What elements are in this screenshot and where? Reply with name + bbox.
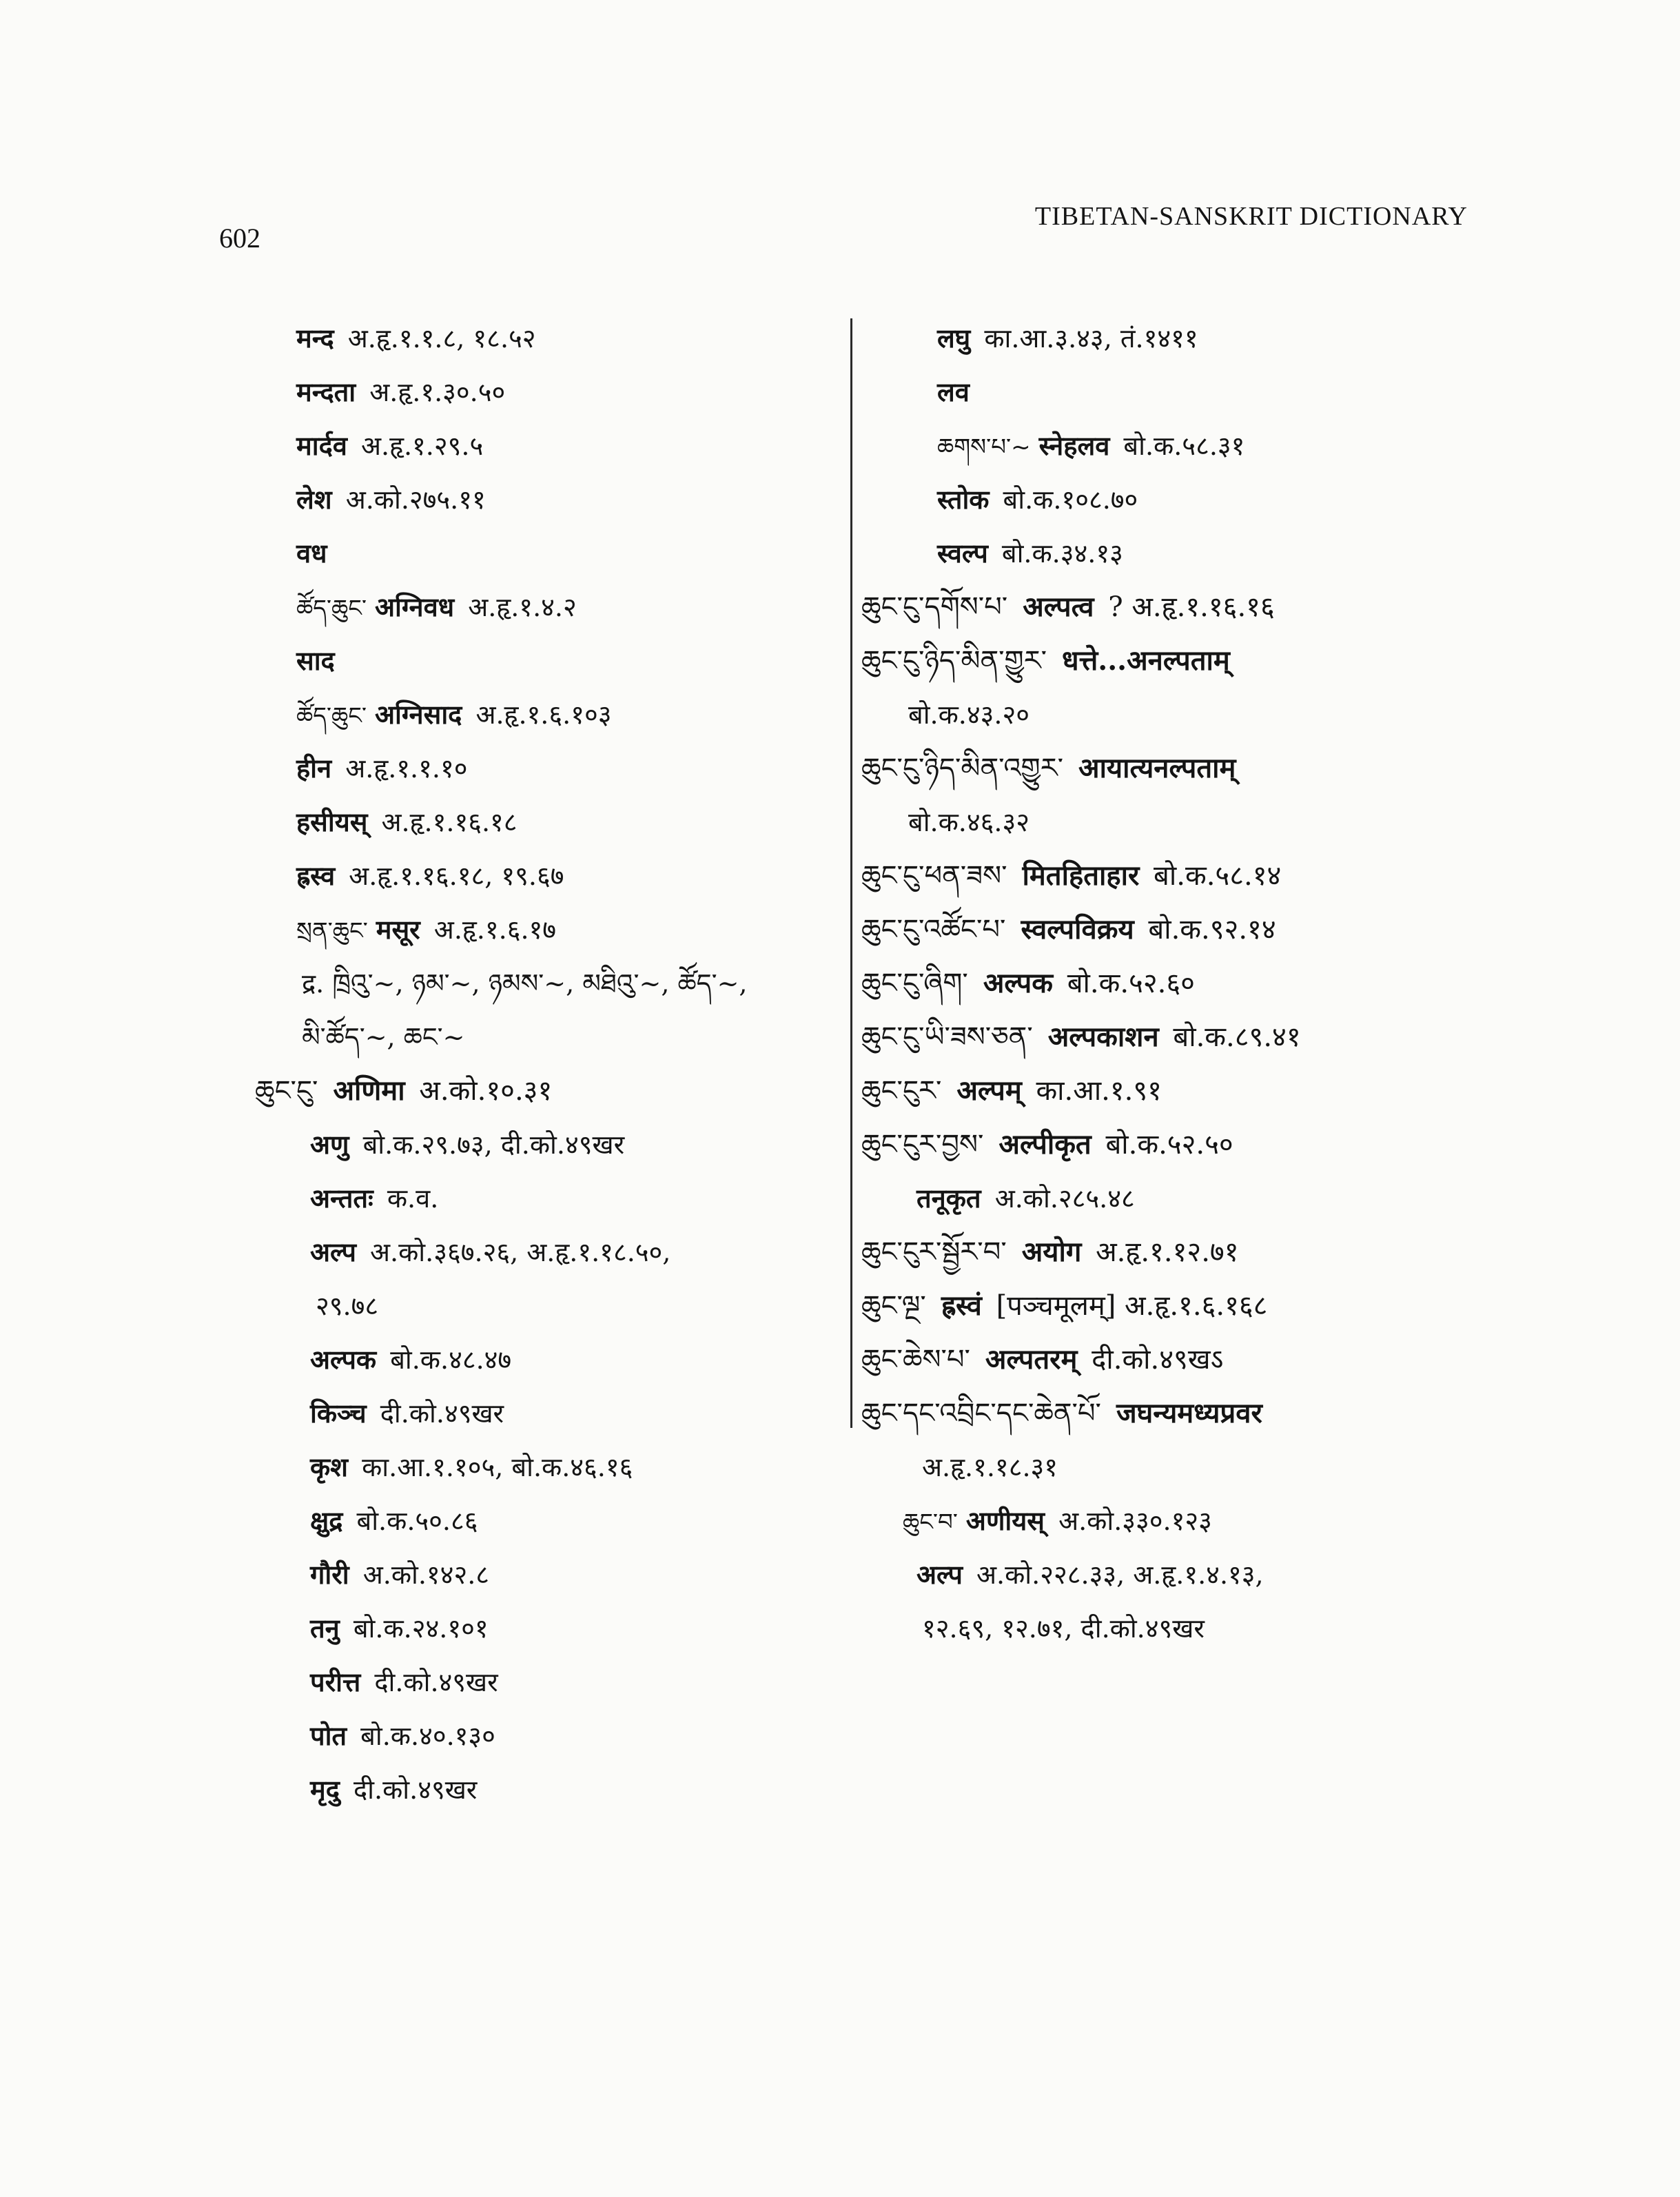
source-reference: बो.क.४०.१३० (352, 1721, 495, 1751)
dictionary-entry (861, 580, 1468, 634)
sanskrit-equivalent: अणिमा (333, 1074, 405, 1107)
dictionary-entry (861, 742, 1468, 795)
dictionary-entry (861, 1010, 1468, 1064)
sanskrit-equivalent: हीन (296, 753, 332, 784)
source-reference: अ.हृ.१.३०.५० (361, 377, 506, 407)
source-reference: बो.क.३४.१३ (993, 538, 1123, 569)
tibetan-headword: ཆུང་ངུ་ (255, 1075, 318, 1107)
sanskrit-equivalent: अल्पीकृत (998, 1128, 1092, 1161)
tibetan-headword: ཚོད་ཆུང་ (296, 702, 367, 730)
sanskrit-equivalent: जघन्यमध्यप्रवर (1116, 1397, 1262, 1429)
sanskrit-equivalent: अल्पक (310, 1344, 377, 1375)
source-reference: बो.क.४८.४७ (382, 1345, 512, 1375)
source-reference: अ.हृ.१.१६.१८, १९.६७ (340, 861, 564, 891)
dictionary-entry (255, 849, 848, 903)
source-reference: अ.को.१०.३१ (410, 1075, 553, 1107)
sanskrit-equivalent: परीत्त (310, 1666, 361, 1697)
dictionary-entry (861, 1333, 1468, 1387)
source-reference: अ.हृ.१.४.२ (460, 592, 577, 622)
source-reference: अ.को.३६७.२६, अ.हृ.१.१८.५०, (361, 1237, 671, 1267)
dictionary-entry (861, 419, 1468, 473)
tibetan-headword: ཆུང་ངུར་ (861, 1075, 942, 1107)
source-reference: बो.क.२९.७३, दी.को.४९खर (354, 1130, 625, 1160)
source-reference: ? अ.हृ.१.१६.१६ (1099, 591, 1275, 623)
source-reference: अ.को.२२८.३३, अ.हृ.१.४.१३, (967, 1560, 1264, 1590)
source-reference: बो.क.९२.१४ (1139, 914, 1276, 946)
sanskrit-equivalent: अल्पत्व (1023, 591, 1094, 623)
running-title: TIBETAN-SANSKRIT DICTIONARY (1034, 202, 1468, 231)
sanskrit-equivalent: कृश (310, 1451, 349, 1482)
sanskrit-equivalent: मन्दता (296, 376, 356, 407)
dictionary-entry (255, 1387, 848, 1440)
tibetan-headword: ཆུང་བ་ (903, 1509, 958, 1536)
dictionary-entry (255, 419, 848, 473)
source-reference: अ.हृ.१.६.१७ (425, 914, 557, 945)
sanskrit-equivalent: मार्दव (296, 430, 347, 461)
dictionary-entry (255, 1494, 848, 1548)
sanskrit-equivalent: अग्निवध (375, 591, 455, 622)
source-reference: का.आ.१.१०५, बो.क.४६.१६ (354, 1452, 633, 1482)
source-reference: अ.हृ.१.१२.७१ (1087, 1236, 1239, 1268)
tibetan-headword: ཆགས་པ་~ (937, 433, 1031, 461)
dictionary-entry (255, 957, 848, 1010)
sanskrit-equivalent: अल्पकाशन (1047, 1021, 1159, 1053)
dictionary-entry (255, 1709, 848, 1763)
dictionary-entry (255, 1279, 848, 1333)
tibetan-headword: ཆུང་དང་འབྲིང་དང་ཆེན་པོ་ (861, 1398, 1101, 1429)
source-reference: अ.को.३३०.१२३ (1049, 1506, 1212, 1536)
dictionary-entry (861, 1602, 1468, 1655)
dictionary-entry (255, 311, 848, 365)
dictionary-entry (861, 1440, 1468, 1494)
dictionary-entry (255, 1333, 848, 1387)
dictionary-entry (255, 634, 848, 688)
sanskrit-equivalent: मृदु (310, 1774, 340, 1805)
source-reference: अ.हृ.१.१.८, १८.५२ (339, 323, 536, 354)
source-reference: का.आ.१.९१ (1027, 1075, 1162, 1107)
sanskrit-equivalent: वध (296, 538, 327, 569)
right-column (861, 311, 1468, 1655)
source-reference: १२.६९, १२.७१, दी.को.४९खर (922, 1613, 1205, 1644)
dictionary-entry (255, 580, 848, 634)
source-reference: अ.हृ.१.१६.१८ (373, 807, 518, 837)
sanskrit-equivalent: अणु (310, 1129, 349, 1160)
dictionary-entry (255, 365, 848, 419)
dictionary-entry (861, 634, 1468, 688)
dictionary-entry (255, 1602, 848, 1655)
sanskrit-equivalent: स्वल्प (937, 538, 988, 569)
dictionary-entry (861, 1387, 1468, 1440)
tibetan-headword: ཆུང་ངུ་དགོས་པ་ (861, 591, 1008, 623)
sanskrit-equivalent: लव (937, 376, 970, 407)
dictionary-entry (255, 688, 848, 742)
source-reference: बो.क.५८.३१ (1115, 431, 1245, 461)
source-reference: अ.को.२७५.११ (337, 484, 486, 515)
sanskrit-equivalent: अल्पतरम् (985, 1343, 1078, 1376)
dictionary-entry (255, 1118, 848, 1172)
source-reference: बो.क.४३.२० (908, 699, 1030, 730)
dictionary-entry (861, 1279, 1468, 1333)
source-reference: बो.क.२४.१०१ (345, 1613, 489, 1644)
source-reference: अ.हृ.१.२९.५ (352, 431, 484, 461)
dictionary-entry (861, 311, 1468, 365)
tibetan-headword: ཆུང་ངུར་སྦྱོར་བ་ (861, 1236, 1007, 1268)
dictionary-entry (861, 1494, 1468, 1548)
source-reference: མི་ཚོད་~, ཆང་~ (302, 1022, 465, 1052)
sanskrit-equivalent: अल्प (310, 1236, 356, 1267)
sanskrit-equivalent: आयात्यनल्पताम् (1078, 752, 1236, 784)
sanskrit-equivalent: अयोग (1021, 1236, 1082, 1268)
sanskrit-equivalent: ह्रस्वं (941, 1289, 982, 1322)
dictionary-entry (861, 365, 1468, 419)
dictionary-entry (255, 1655, 848, 1709)
sanskrit-equivalent: अल्प (916, 1559, 963, 1590)
source-reference: अ.हृ.१.६.१०३ (467, 699, 612, 730)
dictionary-entry (255, 903, 848, 957)
dictionary-entry (255, 473, 848, 527)
sanskrit-equivalent: गौरी (310, 1559, 349, 1590)
sanskrit-equivalent: अग्निसाद (375, 699, 462, 730)
dictionary-entry (861, 1118, 1468, 1172)
source-reference: अ.को.२८५.४८ (986, 1183, 1135, 1214)
tibetan-headword: ཆུང་ཆེས་པ་ (861, 1344, 970, 1376)
sanskrit-equivalent: अल्पक (983, 967, 1053, 999)
source-reference: बो.क.५०.८६ (348, 1506, 478, 1536)
sanskrit-equivalent: मितहिताहार (1022, 859, 1140, 892)
sanskrit-equivalent: पोत (310, 1720, 347, 1751)
source-reference: २९.७८ (316, 1291, 379, 1321)
dictionary-entry (255, 1440, 848, 1494)
source-reference: अ.हृ.१.१.१० (337, 753, 468, 784)
dictionary-entry (255, 1064, 848, 1118)
sanskrit-equivalent: तनूकृत (916, 1183, 981, 1214)
tibetan-headword: ཆུང་ངུ་ཕན་ཟས་ (861, 860, 1007, 892)
sanskrit-equivalent: अणीयस् (965, 1505, 1045, 1536)
dictionary-entry (255, 795, 848, 849)
sanskrit-equivalent: क्षुद्र (310, 1505, 343, 1536)
dictionary-entry (861, 527, 1468, 580)
source-reference: बो.क.८९.४१ (1164, 1021, 1301, 1053)
source-reference: दी.को.४९खऽ (1083, 1344, 1224, 1376)
dictionary-entry (861, 795, 1468, 849)
sanskrit-equivalent: तनु (310, 1613, 340, 1644)
sanskrit-equivalent: मन्द (296, 323, 334, 354)
sanskrit-equivalent: हसीयस् (296, 806, 368, 837)
sanskrit-equivalent: धत्ते...अनल्पताम् (1062, 644, 1230, 677)
tibetan-headword: ཚོད་ཆུང་ (296, 595, 367, 622)
source-reference: बो.क.४६.३२ (908, 807, 1030, 837)
sanskrit-equivalent: ह्रस्व (296, 860, 336, 891)
source-reference: द्र. ཁྲིའུ་~, ཉམ་~, ཉམས་~, མཐིའུ་~, ཚོད་~, (302, 968, 748, 999)
dictionary-entry (255, 527, 848, 580)
sanskrit-equivalent: स्तोक (937, 484, 990, 515)
sanskrit-equivalent: साद (296, 645, 335, 676)
dictionary-entry (255, 1010, 848, 1064)
dictionary-entry (255, 1172, 848, 1225)
left-column (255, 311, 848, 1817)
source-reference: दी.को.४९खर (371, 1398, 504, 1429)
page-number: 602 (219, 223, 260, 254)
dictionary-entry (861, 688, 1468, 742)
tibetan-headword: ཆུང་ངུ་ཡི་ཟས་ཅན་ (861, 1021, 1033, 1053)
tibetan-headword: ཆུང་ངུ་ཉིད་མིན་གྱུར་ (861, 645, 1047, 677)
source-reference: दी.को.४९खर (345, 1775, 478, 1805)
dictionary-entry (861, 849, 1468, 903)
dictionary-entry (255, 1225, 848, 1279)
source-reference: दी.को.४९खर (366, 1667, 498, 1697)
source-reference: [पञ्चमूलम्] अ.हृ.१.६.१६८ (987, 1290, 1268, 1322)
source-reference: अ.हृ.१.१८.३१ (922, 1452, 1058, 1482)
tibetan-headword: སྲན་ཆུང་ (296, 917, 368, 945)
source-reference: अ.को.१४२.८ (354, 1560, 490, 1590)
source-reference: बो.क.५२.५० (1096, 1129, 1233, 1161)
source-reference: बो.क.५८.१४ (1145, 860, 1282, 892)
tibetan-headword: ཆུང་ངུར་བྱས་ (861, 1129, 984, 1161)
dictionary-entry (255, 1548, 848, 1602)
source-reference: का.आ.३.४३, तं.१४११ (976, 323, 1198, 354)
tibetan-headword: ཆུང་ལྔ་ (861, 1290, 926, 1322)
dictionary-entry (861, 1172, 1468, 1225)
sanskrit-equivalent: स्नेहलव (1038, 430, 1110, 461)
sanskrit-equivalent: किञ्च (310, 1398, 367, 1429)
sanskrit-equivalent: मसूर (376, 914, 420, 945)
dictionary-entry (861, 957, 1468, 1010)
tibetan-headword: ཆུང་ངུ་ཞིག་ (861, 968, 968, 999)
sanskrit-equivalent: अन्ततः (310, 1183, 373, 1214)
sanskrit-equivalent: अल्पम् (956, 1074, 1022, 1107)
column-divider (850, 318, 852, 1428)
dictionary-entry (861, 1064, 1468, 1118)
dictionary-entry (861, 1225, 1468, 1279)
dictionary-entry (861, 473, 1468, 527)
dictionary-entry (861, 1548, 1468, 1602)
sanskrit-equivalent: लेश (296, 484, 332, 515)
tibetan-headword: ཆུང་ངུ་ཉིད་མིན་འགྱུར་ (861, 753, 1064, 784)
sanskrit-equivalent: लघु (937, 323, 971, 354)
dictionary-entry (255, 742, 848, 795)
dictionary-entry (861, 903, 1468, 957)
dictionary-entry (255, 1763, 848, 1817)
sanskrit-equivalent: स्वल्पविक्रय (1021, 913, 1134, 946)
source-reference: बो.क.५२.६० (1058, 968, 1195, 999)
tibetan-headword: ཆུང་ངུ་འཚོང་པ་ (861, 914, 1006, 946)
source-reference: क.व. (378, 1183, 439, 1214)
source-reference: बो.क.१०८.७० (994, 484, 1138, 515)
